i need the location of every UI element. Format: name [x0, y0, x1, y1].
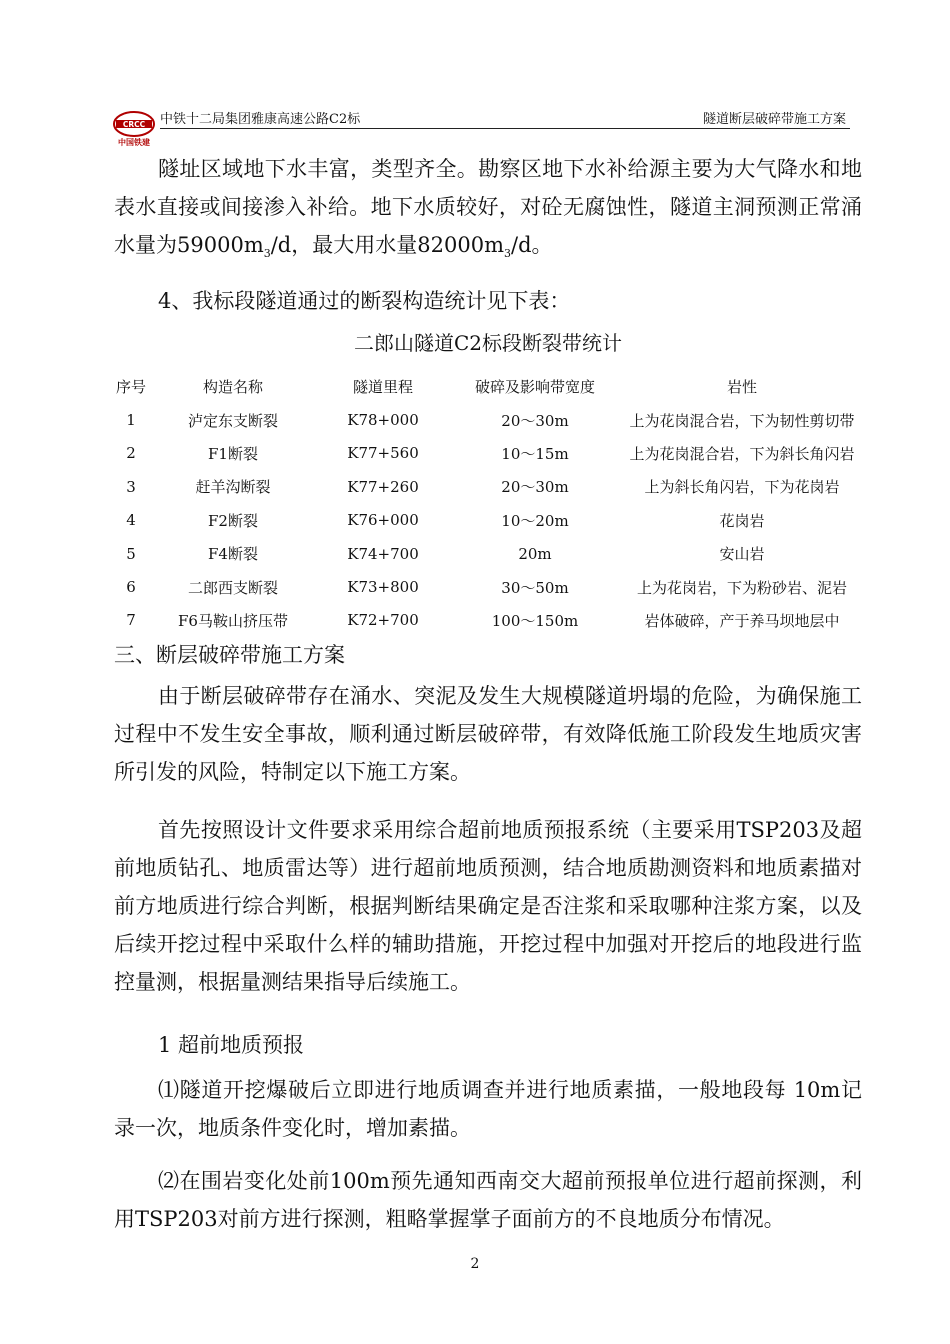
table-cell: 安山岩 — [719, 545, 765, 564]
table-cell: 2 — [126, 444, 136, 463]
table-cell: 100～150m — [491, 611, 579, 630]
table-row — [112, 470, 864, 503]
paragraph-item-1: ⑴隧道开挖爆破后立即进行地质调查并进行地质素描，一般地段每 10m记录一次，地质条件变化时，增加素描。 — [114, 1078, 862, 1140]
table-cell: 上为花岗混合岩，下为斜长角闪岩 — [629, 444, 855, 463]
table-row — [112, 604, 864, 637]
table-row — [112, 403, 864, 436]
table-header-row — [112, 370, 864, 403]
table-cell: 赶羊沟断裂 — [195, 478, 271, 497]
table-cell: K73+800 — [347, 578, 419, 597]
table-cell: F2断裂 — [208, 511, 258, 530]
table-cell: K72+700 — [347, 611, 419, 630]
table-cell: 上为花岗岩，下为粉砂岩、泥岩 — [636, 578, 847, 597]
table-cell: 3 — [126, 477, 136, 496]
paragraph-item-2: ⑵在围岩变化处前100m预先通知西南交大超前预报单位进行超前探测，利用TSP203对前方进行探测，粗略掌握掌子面前方的不良地质分布情况。 — [114, 1169, 862, 1231]
col-header-mileage: 隧道里程 — [352, 378, 413, 397]
table-cell: 20～30m — [501, 478, 569, 497]
svg-text:中国铁建: 中国铁建 — [118, 138, 150, 147]
table-cell: F6马鞍山挤压带 — [178, 611, 288, 630]
table-cell: 10～15m — [501, 444, 569, 463]
table-cell: K74+700 — [347, 544, 419, 563]
table-cell: 花岗岩 — [719, 511, 765, 530]
fault-table — [112, 370, 864, 637]
paragraph-fault-intro: 4、我标段隧道通过的断裂构造统计见下表： — [158, 289, 571, 313]
table-cell: 泸定东支断裂 — [187, 411, 278, 430]
table-cell: K77+260 — [347, 477, 419, 496]
table-cell: 岩体破碎，产于养马坝地层中 — [644, 611, 840, 630]
table-cell: 1 — [126, 411, 136, 430]
header-right-text: 隧道断层破碎带施工方案 — [702, 112, 846, 127]
table-cell: 6 — [126, 578, 136, 597]
table-cell: 10～20m — [501, 511, 569, 530]
page-header — [112, 107, 850, 153]
table-row — [112, 504, 864, 537]
table-row — [112, 437, 864, 470]
subsection-heading-1: 1 超前地质预报 — [158, 1033, 305, 1057]
header-left-text: 中铁十二局集团雅康高速公路C2标 — [160, 112, 361, 127]
table-cell: 上为花岗混合岩，下为韧性剪切带 — [629, 411, 855, 430]
table-cell: 30～50m — [501, 578, 569, 597]
crcc-logo-icon — [112, 109, 156, 149]
col-header-lithology: 岩性 — [726, 378, 757, 397]
table-cell: 上为斜长角闪岩，下为花岗岩 — [644, 478, 840, 497]
paragraph-groundwater: 隧址区域地下水丰富，类型齐全。勘察区地下水补给源主要为大气降水和地表水直接或间接渗入补给。地下水质较好，对砼无腐蚀性，隧道主洞预测正常涌水量为$59000m_3/d$，最大用水量$82000m_3/d$。 — [114, 157, 862, 261]
svg-text:CRCC: CRCC — [122, 120, 146, 129]
col-header-width: 破碎及影响带宽度 — [474, 378, 595, 397]
table-cell: F4断裂 — [208, 545, 258, 564]
paragraph-method: 首先按照设计文件要求采用综合超前地质预报系统（主要采用TSP203及超前地质钻孔、地质雷达等）进行超前地质预测，结合地质勘测资料和地质素描对前方地质进行综合判断，根据判断结果确定是否注浆和采取哪种注浆方案，以及后续开挖过程中采取什么样的辅助措施，开挖过程中加强对开挖后的地段进行监控量测，根据量测结果指导后续施工。 — [114, 818, 862, 994]
table-cell: K78+000 — [347, 411, 419, 430]
paragraph-purpose: 由于断层破碎带存在涌水、突泥及发生大规模隧道坍塌的危险，为确保施工过程中不发生安全事故，顺利通过断层破碎带，有效降低施工阶段发生地质灾害所引发的风险，特制定以下施工方案。 — [114, 684, 862, 784]
table-row — [112, 570, 864, 603]
table-row — [112, 537, 864, 570]
table-cell: F1断裂 — [208, 444, 258, 463]
table-cell: 7 — [126, 611, 136, 630]
header-rule — [160, 128, 850, 129]
table-cell: K77+560 — [347, 444, 419, 463]
table-cell: 二郎西支断裂 — [187, 578, 278, 597]
col-header-index: 序号 — [115, 378, 146, 397]
page-number: 2 — [470, 1256, 480, 1272]
section-heading-3: 三、断层破碎带施工方案 — [114, 643, 345, 667]
table-caption: 二郎山隧道C2标段断裂带统计 — [353, 331, 623, 355]
col-header-name: 构造名称 — [202, 378, 263, 397]
table-cell: 20m — [518, 544, 552, 563]
table-cell: K76+000 — [347, 511, 419, 530]
table-cell: 20～30m — [501, 411, 569, 430]
table-cell: 4 — [126, 511, 136, 530]
table-cell: 5 — [126, 544, 136, 563]
